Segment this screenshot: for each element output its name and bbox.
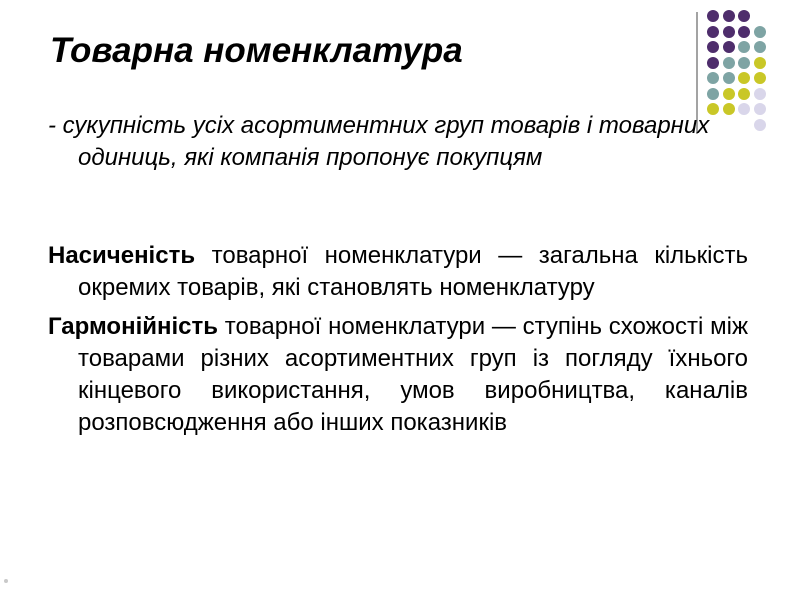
decorative-dot	[754, 57, 766, 69]
decorative-dot	[754, 88, 766, 100]
decorative-dot	[723, 10, 735, 22]
decorative-dot	[754, 119, 766, 131]
decorative-dot	[707, 26, 719, 38]
decorative-dot	[723, 57, 735, 69]
decorative-dot	[738, 72, 750, 84]
decorative-dot	[738, 88, 750, 100]
decorative-dot	[707, 88, 719, 100]
definition-text: - сукупність усіх асортиментних груп товарів і товарних одиниць, які компанія пропонує покупцям	[48, 112, 710, 171]
slide-body	[48, 110, 748, 446]
decorative-dot	[723, 88, 735, 100]
decorative-dot	[754, 72, 766, 84]
decorative-dot	[723, 41, 735, 53]
term-paragraph-saturation	[48, 240, 748, 304]
decorative-dot	[738, 57, 750, 69]
slide-title: Товарна номенклатура	[50, 31, 463, 70]
decorative-dot	[754, 41, 766, 53]
decorative-dot	[738, 10, 750, 22]
term-harmony-description: товарної номенклатури — ступінь схожості між товарами різних асортиментних груп із погляду їхнього кінцевого використання, умов виробництва, каналів розповсюдження або інших показників	[78, 313, 748, 436]
decorative-dot	[707, 72, 719, 84]
term-paragraph-harmony	[48, 311, 748, 439]
decorative-dot	[754, 103, 766, 115]
decorative-dot	[707, 41, 719, 53]
decorative-dot	[707, 57, 719, 69]
term-saturation: Насиченість	[48, 242, 196, 269]
term-harmony: Гармонійність	[48, 313, 219, 340]
term-saturation-description: товарної номенклатури — загальна кількість окремих товарів, які становлять номенклатуру	[78, 242, 748, 301]
decorative-dot	[723, 72, 735, 84]
decorative-dot	[723, 26, 735, 38]
decorative-dot	[738, 41, 750, 53]
decorative-dot	[754, 26, 766, 38]
corner-dot	[4, 579, 8, 583]
decorative-dot	[738, 26, 750, 38]
decorative-dot	[707, 10, 719, 22]
